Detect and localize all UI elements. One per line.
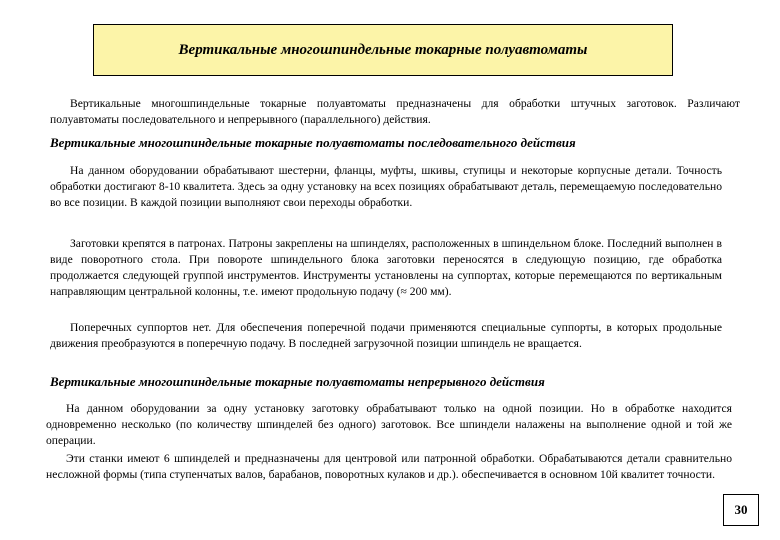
section1-paragraph-2: Заготовки крепятся в патронах. Патроны закреплены на шпинделях, расположенных в шпиндельном блоке. Последний выполнен в виде поворотного стола. При повороте шпиндельного блока заготовки переносятся в следующую позицию, где обработка продолжается следующей группой инструментов. Инструменты установлены на суппортах, которые перемещаются по вертикальным направляющим центральной колонны, т.е. имеют продольную подачу (≈ 200 мм). — [50, 237, 722, 298]
intro-paragraph: Вертикальные многошпиндельные токарные полуавтоматы предназначены для обработки штучных заготовок. Различают полуавтоматы последовательного и непрерывного (параллельного) действия. — [50, 97, 740, 126]
title-box — [93, 24, 673, 76]
section1-paragraph-1: На данном оборудовании обрабатывают шестерни, фланцы, муфты, шкивы, ступицы и некоторые корпусные детали. Точность обработки достигают 8-10 квалитета. Здесь за одну установку на всех позициях обрабатывают деталь, перемещаемую последовательно во все позиции. В каждой позиции выполняют свои переходы обработки. — [50, 164, 722, 209]
section1-paragraph-3: Поперечных суппортов нет. Для обеспечения поперечной подачи применяются специальные суппорты, в которых продольные движения преобразуются в поперечную подачу. В последней загрузочной позиции шпиндель не вращается. — [50, 321, 722, 350]
page-title: Вертикальные многошпиндельные токарные полуавтоматы — [178, 41, 588, 58]
page-number-box — [723, 494, 759, 526]
section1-heading: Вертикальные многошпиндельные токарные полуавтоматы последовательного действия — [50, 135, 576, 150]
page-number: 30 — [734, 502, 748, 517]
section2-paragraph-1: На данном оборудовании за одну установку заготовку обрабатывают только на одной позиции. Но в обработке находится одновременно несколько (по количеству шпинделей без одного) заготовок. Все шпиндели налажены на выполнение одной и той же операции. — [46, 402, 732, 447]
section2-heading: Вертикальные многошпиндельные токарные полуавтоматы непрерывного действия — [50, 374, 545, 389]
section2-paragraph-2: Эти станки имеют 6 шпинделей и предназначены для центровой или патронной обработки. Обрабатываются детали сравнительно несложной формы (типа ступенчатых валов, барабанов, поворотных кулаков и др.). обеспечивается в основном 10й квалитет точности. — [46, 452, 732, 481]
